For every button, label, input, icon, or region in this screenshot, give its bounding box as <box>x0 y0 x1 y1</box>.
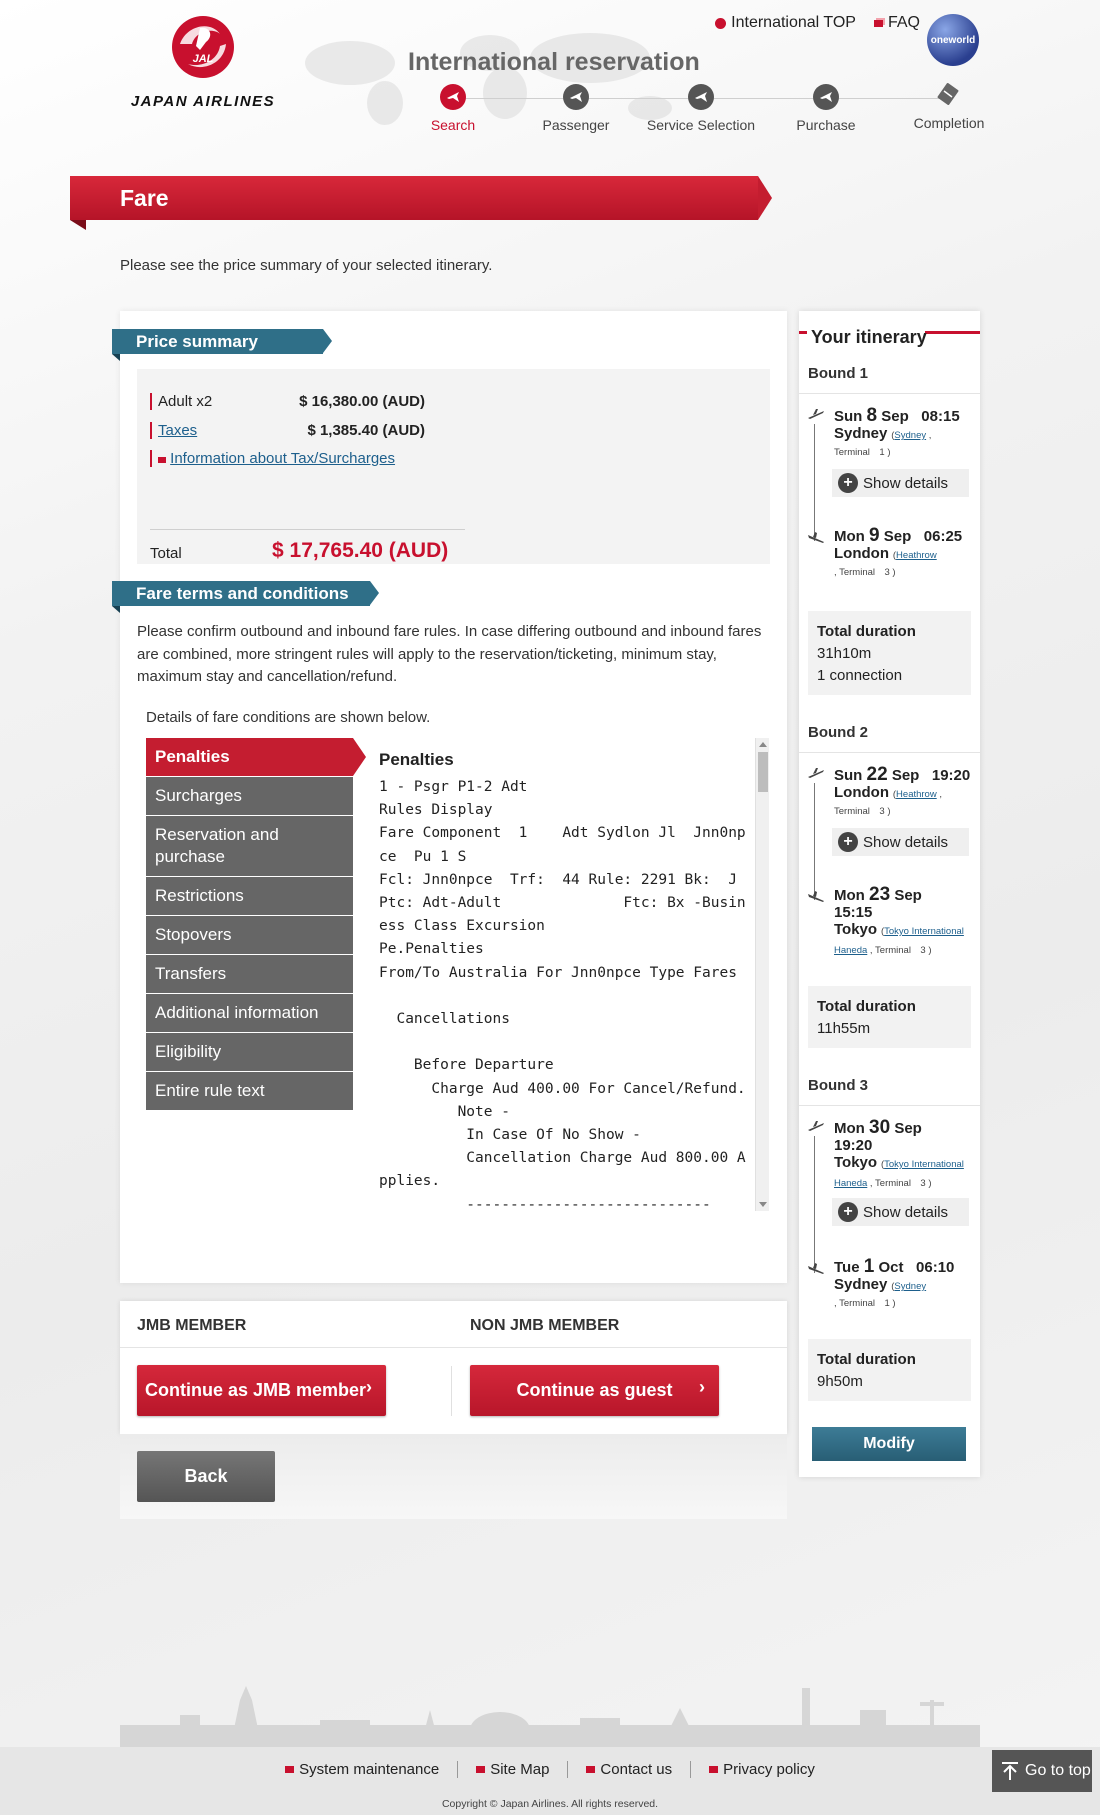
dep-month: Sep <box>891 767 920 784</box>
dep-airport-link[interactable]: Sydney <box>894 430 927 441</box>
step-completion <box>884 84 1014 131</box>
tab-eligibility[interactable]: Eligibility <box>146 1033 353 1072</box>
bound-2-duration <box>808 986 971 1048</box>
duration-value: 11h55m <box>817 1020 871 1037</box>
back-button[interactable]: Back <box>137 1451 275 1502</box>
scroll-thumb[interactable] <box>758 752 768 792</box>
duration-label: Total duration <box>817 998 916 1015</box>
tab-surcharges[interactable]: Surcharges <box>146 777 353 816</box>
ticket-step-icon <box>936 81 962 107</box>
faq-link[interactable] <box>874 14 920 32</box>
member-col-divider <box>451 1366 452 1416</box>
go-to-top-button[interactable] <box>992 1750 1092 1792</box>
international-top-label: International TOP <box>731 14 856 31</box>
total-label: Total <box>150 545 182 562</box>
jmb-member-title: JMB MEMBER <box>137 1317 247 1334</box>
taxes-value: $ 1,385.40 (AUD) <box>307 422 425 439</box>
landing-icon <box>807 532 825 544</box>
dep-day: 30 <box>869 1117 891 1138</box>
arr-city: London <box>834 545 889 562</box>
continue-guest-label: Continue as guest <box>516 1380 673 1400</box>
arr-terminal: Terminal 3 <box>875 945 926 956</box>
dep-terminal: Terminal 3 <box>834 806 885 817</box>
show-details-button[interactable] <box>832 469 969 497</box>
arr-terminal: Terminal 3 <box>839 567 890 578</box>
takeoff-icon <box>807 408 825 420</box>
privacy-policy-link[interactable] <box>691 1761 833 1778</box>
fare-terms-heading <box>112 581 382 606</box>
tax-info-cell <box>150 450 450 467</box>
landing-icon <box>807 1263 825 1275</box>
step-purchase <box>761 84 891 133</box>
step-label: Service Selection <box>646 117 756 133</box>
dep-month: Sep <box>881 408 909 425</box>
tab-reservation-purchase[interactable]: Reservation and purchase <box>146 816 353 877</box>
bound-3-duration <box>808 1339 971 1401</box>
go-to-top-label: Go to top <box>1025 1762 1091 1779</box>
duration-value: 31h10m <box>817 645 872 662</box>
oneworld-logo[interactable]: oneworld <box>927 14 979 66</box>
step-label: Search <box>430 117 476 133</box>
step-label: Completion <box>913 115 985 131</box>
footer <box>0 1747 1100 1815</box>
faq-label: FAQ <box>887 14 920 31</box>
price-summary-heading <box>112 329 332 354</box>
chevron-right-icon: › <box>699 1377 705 1397</box>
rule-content-title: Penalties <box>379 750 454 769</box>
bound-1-duration <box>808 611 971 695</box>
modify-button[interactable]: Modify <box>812 1427 966 1461</box>
tab-additional-information[interactable]: Additional information <box>146 994 353 1033</box>
progress-steps <box>388 84 1008 144</box>
arr-month: Oct <box>878 1259 904 1276</box>
dep-time: 08:15 <box>921 408 960 425</box>
tab-transfers[interactable]: Transfers <box>146 955 353 994</box>
price-divider <box>150 529 465 530</box>
red-dot-icon <box>715 18 726 29</box>
takeoff-icon <box>807 767 825 779</box>
tab-stopovers[interactable]: Stopovers <box>146 916 353 955</box>
bound-1-departure: Sun 8 Sep 08:15 Sydney (Sydney , Terminal 1 ) <box>834 405 960 458</box>
link-arrow-icon <box>158 457 166 463</box>
page-title: International reservation <box>408 48 700 76</box>
arr-day: 23 <box>869 884 891 905</box>
show-details-label: Show details <box>863 1203 949 1221</box>
link-arrow-icon <box>874 20 883 27</box>
takeoff-icon <box>807 1120 825 1132</box>
fare-banner <box>70 176 770 220</box>
plus-icon: + <box>838 473 858 493</box>
fare-intro: Please see the price summary of your selected itinerary. <box>120 257 493 274</box>
arr-dow: Tue <box>834 1259 860 1276</box>
bound-2-departure: Sun 22 Sep 19:20 London (Heathrow , Terminal 3 ) <box>834 764 971 817</box>
jal-logo[interactable] <box>118 14 288 110</box>
rule-content-panel[interactable] <box>379 738 769 1211</box>
dep-city: Tokyo <box>834 1154 878 1171</box>
arr-terminal: Terminal 1 <box>839 1298 890 1309</box>
bound-1-arrival: Mon 9 Sep 06:25 London (Heathrow , Terminal 3 ) <box>834 525 963 578</box>
scroll-up-icon[interactable] <box>759 742 767 747</box>
fare-banner-bar <box>70 176 758 220</box>
link-arrow-icon <box>476 1766 485 1773</box>
dep-month: Sep <box>894 1120 922 1137</box>
tab-fold <box>112 354 120 361</box>
tab-fold <box>112 606 120 613</box>
dep-dow: Sun <box>834 408 863 425</box>
step-label: Purchase <box>796 117 856 133</box>
arr-dow: Mon <box>834 887 865 904</box>
bound-3-label: Bound 3 <box>808 1077 868 1094</box>
arr-airport-link[interactable]: Heathrow <box>896 550 937 561</box>
bound-2-arrival: Mon 23 Sep 15:15 Tokyo (Tokyo International Haneda , Terminal 3 ) <box>834 886 974 959</box>
non-jmb-member-title: NON JMB MEMBER <box>470 1317 620 1334</box>
bound-1-label: Bound 1 <box>808 365 868 382</box>
rule-scrollbar[interactable] <box>755 738 769 1211</box>
show-details-button[interactable] <box>832 828 969 856</box>
footer-link-label: Site Map <box>490 1761 550 1778</box>
member-selection <box>120 1301 787 1434</box>
taxes-link[interactable]: Taxes <box>158 422 198 439</box>
dep-city: London <box>834 784 889 801</box>
footer-link-label: Contact us <box>600 1761 673 1778</box>
dep-city: Sydney <box>834 425 888 442</box>
continue-guest-button[interactable] <box>470 1365 719 1416</box>
arr-time: 06:10 <box>916 1259 955 1276</box>
fare-terms-text: Please confirm outbound and inbound fare rules. In case differing outbound and inbound fares are combined, more stringent rules will apply to the reservation/ticketing, minimum stay, maximum stay and cancellation/refund. <box>137 623 762 685</box>
bound-3-arrival: Tue 1 Oct 06:10 Sydney (Sydney , Terminal 1 ) <box>834 1256 955 1309</box>
price-summary-title: Price summary <box>136 332 258 351</box>
arr-time: 15:15 <box>834 904 873 921</box>
dep-day: 22 <box>866 764 888 785</box>
itinerary-panel <box>799 311 980 1477</box>
taxes-label-cell <box>150 422 290 439</box>
step-search <box>388 84 518 133</box>
tab-arrow <box>370 581 379 605</box>
total-value: $ 17,765.40 (AUD) <box>272 539 449 562</box>
plane-step-icon <box>688 84 714 110</box>
arr-month: Sep <box>894 887 922 904</box>
tab-entire-rule-text[interactable]: Entire rule text <box>146 1072 353 1111</box>
step-passenger <box>511 84 641 133</box>
adult-value: $ 16,380.00 (AUD) <box>299 393 425 410</box>
dep-dow: Sun <box>834 767 863 784</box>
taxes-row <box>150 422 425 439</box>
tab-penalties[interactable]: Penalties <box>146 738 353 777</box>
top-links <box>715 14 920 32</box>
copyright: Copyright © Japan Airlines. All rights reserved. <box>441 1798 659 1810</box>
plane-step-icon <box>813 84 839 110</box>
member-divider <box>120 1347 787 1348</box>
show-details-button[interactable] <box>832 1198 969 1226</box>
tax-info-row <box>150 450 450 467</box>
international-top-link[interactable] <box>715 14 856 32</box>
arrow-up-icon <box>1001 1761 1019 1781</box>
dep-day: 8 <box>866 405 878 426</box>
site-map-link[interactable] <box>458 1761 568 1778</box>
adult-fare-row <box>150 393 425 410</box>
dep-terminal: Terminal 1 <box>834 447 885 458</box>
city-skyline-decoration <box>120 1680 980 1748</box>
details-text: Details of fare conditions are shown below. <box>146 709 431 726</box>
route-line <box>814 783 815 900</box>
plane-step-icon <box>440 84 466 110</box>
step-label: Passenger <box>542 117 610 133</box>
bound-2-label: Bound 2 <box>808 724 868 741</box>
arr-airport-link[interactable]: Tokyo International Haneda <box>834 926 964 956</box>
dep-terminal: Terminal 3 <box>875 1178 926 1189</box>
duration-label: Total duration <box>817 1351 916 1368</box>
footer-link-label: System maintenance <box>299 1761 440 1778</box>
tab-restrictions[interactable]: Restrictions <box>146 877 353 916</box>
fare-banner-tip <box>758 176 772 220</box>
connection-count: 1 connection <box>817 667 903 684</box>
show-details-label: Show details <box>863 474 949 492</box>
tab-arrow <box>323 329 332 353</box>
landing-icon <box>807 891 825 903</box>
link-arrow-icon <box>709 1766 718 1773</box>
main-panel <box>120 311 787 1283</box>
back-area <box>120 1434 787 1519</box>
arr-city: Sydney <box>834 1276 888 1293</box>
link-arrow-icon <box>586 1766 595 1773</box>
dep-airport-link[interactable]: Heathrow <box>896 789 937 800</box>
itinerary-title: Your itinerary <box>811 327 927 347</box>
arr-dow: Mon <box>834 528 865 545</box>
bound-separator <box>799 393 980 394</box>
arr-day: 1 <box>863 1256 875 1277</box>
price-summary-box <box>137 369 770 564</box>
route-line <box>814 1136 815 1273</box>
dep-time: 19:20 <box>834 1137 873 1154</box>
crane-logo-icon <box>170 14 236 80</box>
continue-jmb-label: Continue as JMB member <box>144 1380 367 1400</box>
logo-badge: JAL <box>192 53 214 65</box>
link-arrow-icon <box>285 1766 294 1773</box>
adult-label: Adult x2 <box>150 393 290 410</box>
dep-dow: Mon <box>834 1120 865 1137</box>
system-maintenance-link[interactable] <box>267 1761 458 1778</box>
contact-us-link[interactable] <box>568 1761 691 1778</box>
route-line <box>814 424 815 541</box>
continue-jmb-button[interactable] <box>137 1365 386 1416</box>
duration-label: Total duration <box>817 623 916 640</box>
fare-title: Fare <box>120 185 169 211</box>
logo-text: JAPAN AIRLINES <box>130 93 276 110</box>
plus-icon: + <box>838 832 858 852</box>
duration-value: 9h50m <box>817 1373 863 1390</box>
arr-month: Sep <box>883 528 912 545</box>
bound-3-departure: Mon 30 Sep 19:20 Tokyo (Tokyo International Haneda , Terminal 3 ) <box>834 1119 974 1192</box>
bound-separator <box>799 1105 980 1106</box>
plane-step-icon <box>563 84 589 110</box>
show-details-label: Show details <box>863 833 949 851</box>
arr-city: Tokyo <box>834 921 878 938</box>
tax-info-link[interactable]: Information about Tax/Surcharges <box>170 450 396 467</box>
arr-day: 9 <box>869 525 880 546</box>
plus-icon: + <box>838 1202 858 1222</box>
rule-tabs <box>146 738 353 1111</box>
step-service-selection <box>636 84 766 133</box>
bound-separator <box>799 752 980 753</box>
chevron-right-icon: › <box>366 1377 372 1397</box>
scroll-down-icon[interactable] <box>759 1202 767 1207</box>
fare-terms-title: Fare terms and conditions <box>136 584 349 603</box>
rule-content-text: 1 - Psgr P1-2 Adt Rules Display Fare Component 1 Adt Sydlon Jl Jnn0np ce Pu 1 S Fcl: Jnn0npce Trf: 44 Rule: 2291 Bk: J Ptc: Adt-Adult Ftc: Bx -Busin ess Class Excursion Pe.Penalties From/To Australia For Jnn0npce Type Fares Cancellations Before Departure Charge Aud 400.00 For Cancel/Refund. Note - In Case Of No Show - Cancellation Charge Aud 800.00 A pplies. ---------------------------- <box>379 779 746 1211</box>
fare-banner-fold <box>70 220 86 230</box>
arr-airport-link[interactable]: Sydney <box>894 1281 927 1292</box>
footer-link-label: Privacy policy <box>723 1761 815 1778</box>
arr-time: 06:25 <box>923 528 963 545</box>
footer-links <box>0 1761 1100 1778</box>
dep-airport-link[interactable]: Tokyo International Haneda <box>834 1159 964 1189</box>
dep-time: 19:20 <box>931 767 971 784</box>
